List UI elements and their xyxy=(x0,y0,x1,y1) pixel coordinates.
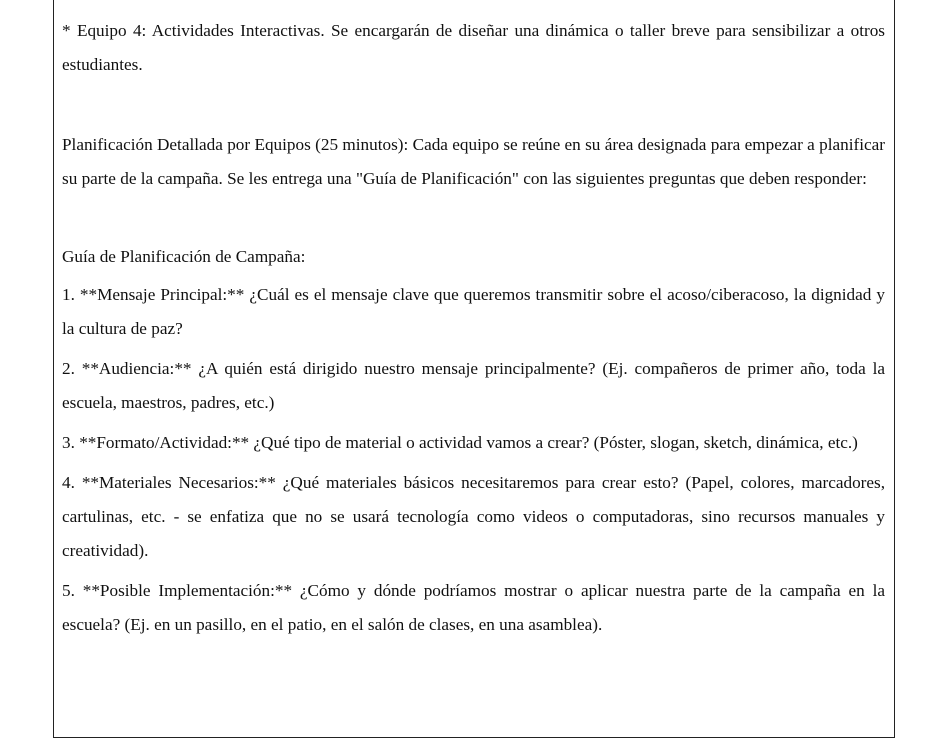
guide-item-1: 1. **Mensaje Principal:** ¿Cuál es el mensaje clave que queremos transmitir sobre el acoso/ciberacoso, la dignidad y la cultura de paz? xyxy=(62,285,885,338)
document-frame xyxy=(53,0,895,738)
guide-item-5: 5. **Posible Implementación:** ¿Cómo y dónde podríamos mostrar o aplicar nuestra parte de la campaña en la escuela? (Ej. en un pasillo, en el patio, en el salón de clases, en una asamblea). xyxy=(62,581,885,634)
document-body xyxy=(62,14,885,642)
guide-item-4: 4. **Materiales Necesarios:** ¿Qué materiales básicos necesitaremos para crear esto? (Papel, colores, marcadores, cartulinas, etc. - se enfatiza que no se usará tecnología como videos o computadoras, sino recursos manuales y creatividad). xyxy=(62,473,885,560)
guide-item-2: 2. **Audiencia:** ¿A quién está dirigido nuestro mensaje principalmente? (Ej. compañeros de primer año, toda la escuela, maestros, padres, etc.) xyxy=(62,359,885,412)
paragraph-spacer xyxy=(62,196,885,240)
paragraph-spacer xyxy=(62,82,885,128)
guia-title: Guía de Planificación de Campaña: xyxy=(62,247,306,266)
guide-item-3: 3. **Formato/Actividad:** ¿Qué tipo de material o actividad vamos a crear? (Póster, slogan, sketch, dinámica, etc.) xyxy=(62,433,858,452)
equipo-4-paragraph: * Equipo 4: Actividades Interactivas. Se encargarán de diseñar una dinámica o taller breve para sensibilizar a otros estudiantes. xyxy=(62,21,885,74)
planificacion-paragraph: Planificación Detallada por Equipos (25 minutos): Cada equipo se reúne en su área designada para empezar a planificar su parte de la campaña. Se les entrega una "Guía de Planificación" con las siguientes preguntas que deben responder: xyxy=(62,135,885,188)
